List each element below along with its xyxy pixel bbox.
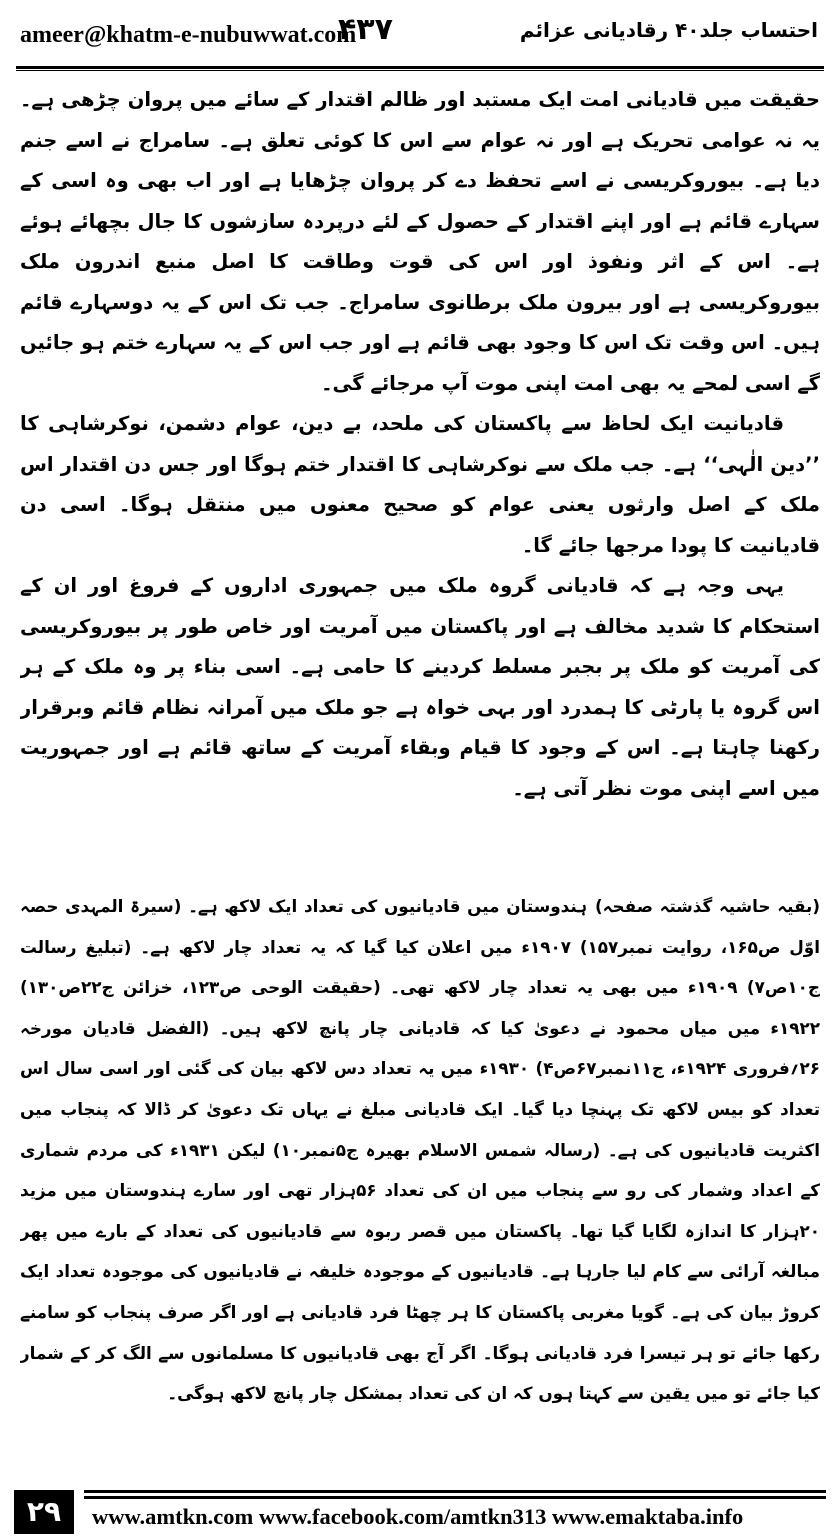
footer-page-box: ۲۹ xyxy=(14,1490,74,1534)
main-text xyxy=(20,80,820,866)
header-title: احتساب جلد۴۰ رقادیانی عزائم xyxy=(519,18,818,42)
paragraph: حقیقت میں قادیانی امت ایک مستبد اور ظالم اقتدار کے سائے میں پروان چڑھی ہے۔ یہ نہ عوامی تحریک ہے اور نہ عوام سے اس کا کوئی تعلق ہے۔ سامراج نے اسے جنم دیا ہے۔ بیوروکریسی نے اسے تحفظ دے کر پروان چڑھایا ہے اور اب بھی وہ اسی کے سہارے قائم ہے اور اپنے اقتدار کے حصول کے لئے درپردہ سازشوں کا جال بچھائے ہوئے ہے۔ اس کے اثر ونفوذ اور اس کی قوت وطاقت کا اصل منبع اندرون ملک بیوروکریسی ہے اور بیرون ملک برطانوی سامراج۔ جب تک اس کے یہ دوسہارے قائم ہیں۔ اس وقت تک اس کا وجود بھی قائم ہے اور جب اس کے یہ سہارے ختم ہو جائیں گے اسی لمحے یہ بھی امت اپنی موت آپ مرجائے گی۔ xyxy=(20,88,820,395)
footnote-label: (بقیہ حاشیہ گذشتہ صفحہ) xyxy=(595,896,820,916)
footer-rule xyxy=(84,1490,826,1493)
page-footer xyxy=(14,1490,826,1534)
footer-links: www.amtkn.com www.facebook.com/amtkn313 www.emaktaba.info xyxy=(92,1504,744,1529)
footnote xyxy=(20,886,820,1414)
page-header xyxy=(20,12,820,58)
header-page-number: ۴۳۷ xyxy=(338,12,393,47)
paragraph: یہی وجہ ہے کہ قادیانی گروہ ملک میں جمہوری اداروں کے فروغ اور ان کے استحکام کا شدید مخالف ہے اور پاکستان میں آمریت اور خاص طور پر بیوروکریسی کی آمریت کو ملک پر بجبر مسلط کردینے کا حامی ہے۔ اسی بناء پر وہ ملک کے ہر اس گروہ یا پارٹی کا ہمدرد اور بہی خواہ ہے جو ملک میں آمرانہ نظام قائم وبرقرار رکھنا چاہتا ہے۔ اس کے وجود کا قیام وبقاء آمریت کے ساتھ قائم ہے اور جمہوریت میں اسے اپنی موت نظر آتی ہے۔ xyxy=(20,574,820,800)
paragraph: قادیانیت ایک لحاظ سے پاکستان کی ملحد، بے دین، عوام دشمن، نوکرشاہی کا ’’دین الٰہی‘‘ ہے۔ جب ملک سے نوکرشاہی کا اقتدار ختم ہوگا اور جس دن اقتدار اس ملک کے اصل وارثوں یعنی عوام کو صحیح معنوں میں منتقل ہوگا۔ اسی دن قادیانیت کا پودا مرجھا جائے گا۔ xyxy=(20,412,820,557)
header-divider xyxy=(16,66,824,71)
header-email: ameer@khatm-e-nubuwwat.com xyxy=(20,22,357,48)
footer-rule xyxy=(84,1496,826,1499)
footnote-section xyxy=(20,886,820,1456)
footnote-text: ہندوستان میں قادیانیوں کی تعداد ایک لاکھ ہے۔ (سیرۃ المہدی حصہ اوّل ص۱۶۵، روایت نمبر۱۵۷) ۱۹۰۷ء میں اعلان کیا گیا کہ یہ تعداد چار لاکھ ہے۔ (تبلیغ رسالت ج۱۰ص۷) ۱۹۰۹ء میں بھی یہ تعداد چار لاکھ تھی۔ (حقیقت الوحی ص۱۲۳، خزائن ج۲۲ص۱۳۰) ۱۹۲۲ء میں میاں محمود نے دعویٰ کیا کہ قادیانی چار پانچ لاکھ ہیں۔ (الفضل قادیان مورخہ ۲۶؍فروری ۱۹۲۴ء، ج۱۱نمبر۶۷ص۴) ۱۹۳۰ء میں یہ تعداد دس لاکھ بیان کی گئی اور اسی سال اس تعداد کو بیس لاکھ تک پہنچا دیا گیا۔ ایک قادیانی مبلغ نے یہاں تک دعویٰ کر ڈالا کہ پنجاب میں اکثریت قادیانیوں کی ہے۔ (رسالہ شمس الاسلام بھیرہ ج۵نمبر۱۰) لیکن ۱۹۳۱ء کی مردم شماری کے اعداد وشمار کی رو سے پنجاب میں ان کی تعداد ۵۶ہزار تھی اور سارے ہندوستان میں مزید ۲۰ہزار کا اندازہ لگایا گیا تھا۔ پاکستان میں قصر ربوہ سے قادیانیوں کی تعداد کے بارے میں پھر مبالغہ آرائی سے کام لیا جارہا ہے۔ قادیانیوں کے موجودہ خلیفہ نے قادیانیوں کی موجودہ تعداد ایک کروڑ بیان کی ہے۔ گویا مغربی پاکستان کا ہر چھٹا فرد قادیانی ہے اور اگر صرف پنجاب کو سامنے رکھا جائے تو ہر تیسرا فرد قادیانی ہوگا۔ اگر آج بھی قادیانیوں کا مسلمانوں سے الگ کر کے شمار کیا جائے تو میں یقین سے کہتا ہوں کہ ان کی تعداد بمشکل چار پانچ لاکھ ہوگی۔ xyxy=(20,896,820,1404)
